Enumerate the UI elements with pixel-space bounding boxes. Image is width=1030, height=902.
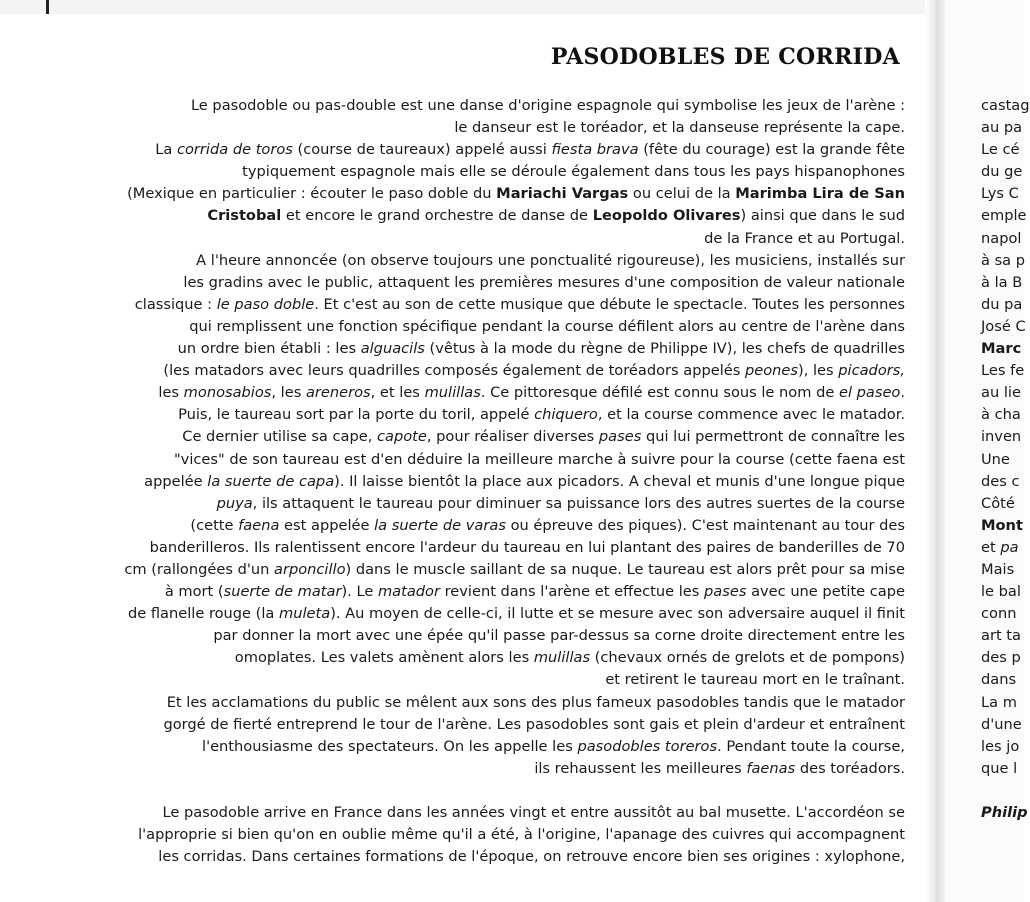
text-run: (fête du courage) est la grande fête [638,141,905,159]
text-line [60,426,905,448]
text-line [60,139,905,161]
text-line [60,404,905,426]
text-run: à sa p [981,251,1026,269]
text-run: typiquement espagnole mais elle se déroule également dans tous les pays hispanophones [242,163,905,181]
text-run: , ils attaquent le taureau pour diminuer sa puissance lors des autres suertes de la course [252,494,905,512]
text-run: d'une [981,715,1022,733]
text-run: ils rehaussent les meilleures [534,759,747,777]
facing-text-line [981,559,1024,581]
text-line [60,316,905,338]
facing-text-line [981,382,1024,404]
facing-page-signature: Philip [981,803,1028,821]
facing-text-line [981,493,1024,515]
text-line [60,669,905,691]
text-run: avec une petite cape [746,583,905,601]
text-run: dans [981,671,1017,689]
text-run: . Ce pittoresque défilé est connu sous le nom de [480,384,839,402]
text-run: et retirent le taureau mort en le traînant. [605,671,905,689]
text-run: les [158,384,184,402]
text-run: , et les [370,384,425,402]
text-run: , pour réaliser diverses [426,428,599,446]
paragraph-ceremony [60,250,905,692]
text-run: le bal [981,583,1021,601]
bold-name: Marc [981,340,1022,358]
italic-term: la suerte de capa [207,472,335,490]
bold-name: Mont [981,516,1023,534]
text-run: ou épreuve des piques). C'est maintenant au tour des [505,516,905,534]
text-run: des p [981,649,1021,667]
text-line [60,382,905,404]
text-run: du ge [981,163,1023,181]
text-run: de flanelle rouge (la [127,605,280,623]
text-run: est appelée [279,516,375,534]
text-line [60,228,905,250]
text-run: Lys C [981,185,1019,203]
text-line [60,493,905,515]
italic-term: pa [1000,538,1019,556]
text-run: à la B [981,273,1023,291]
text-line [60,449,905,471]
text-run: Mais [981,560,1015,578]
text-run: Le pasodoble arrive en France dans les années vingt et entre aussitôt au bal musette. L'accordéon se [162,803,905,821]
text-run: , les [271,384,306,402]
bold-name: Marimba Lira de San [735,185,905,203]
text-run: emple [981,207,1027,225]
facing-text-line [981,360,1024,382]
text-run: cm (rallongées d'un [124,560,274,578]
facing-text-line [981,669,1024,691]
text-line [60,824,905,846]
text-run: ) dans le muscle saillant de sa nuque. Le taureau est alors prêt pour sa mise [345,560,905,578]
text-run: Les fe [981,362,1025,380]
text-line [60,471,905,493]
facing-text-line [981,625,1024,647]
text-run: (vêtus à la mode du règne de Philippe IV), les chefs de quadrilles [424,340,905,358]
bold-name: Mariachi Vargas [496,185,629,203]
italic-term: monosabios [183,384,272,402]
text-run: omoplates. Les valets amènent alors les [234,649,534,667]
text-line [60,647,905,669]
italic-term: la suerte de varas [374,516,506,534]
italic-term: alguacils [360,340,425,358]
text-run: l'approprie si bien qu'on en oublie même qu'il a été, à l'origine, l'apanage des cuivres qui accompagnent [138,826,905,843]
italic-term: chiquero [534,406,598,424]
text-run: (les matadors avec leurs quadrilles composés également de toréadors appelés [163,362,745,380]
paragraph-acclamations [60,692,905,780]
text-line [60,272,905,294]
text-run: les gradins avec le public, attaquent les premières mesures d'une composition de valeur nationale [183,273,905,291]
text-run: que l [981,759,1018,777]
text-run: revient dans l'arène et effectue les [439,583,705,601]
text-line [60,625,905,647]
text-line [60,515,905,537]
text-run: classique : [134,295,217,313]
text-run: le danseur est le toréador, et la danseuse représente la cape. [454,119,905,137]
facing-text-line [981,117,1024,139]
text-run: (course de taureaux) appelé aussi [292,141,552,159]
facing-text-line [981,294,1024,316]
facing-text-line [981,426,1024,448]
text-run: les jo [981,737,1020,755]
paragraph-france [60,802,905,868]
text-run: des toréadors. [795,759,905,777]
text-run: Le pasodoble ou pas-double est une danse d'origine espagnole qui symbolise les jeux de l'arène : [190,97,905,114]
text-run: napol [981,229,1022,247]
facing-text-line [981,338,1024,360]
text-run: qui lui permettront de connaître les [641,428,905,446]
text-run: Ce dernier utilise sa cape, [182,428,377,446]
bold-name: Cristobal [207,207,282,225]
text-line [60,736,905,758]
text-run: A l'heure annoncée (on observe toujours une ponctualité rigoureuse), les musiciens, installés sur [196,251,905,269]
italic-term: puya [216,494,253,512]
text-run: La m [981,693,1017,711]
text-line [60,360,905,382]
facing-text-line [981,404,1024,426]
italic-term: mulillas [533,649,591,667]
facing-text-line [981,316,1024,338]
facing-text-line [981,228,1024,250]
text-run: de la France et au Portugal. [704,229,905,247]
italic-term: peones [745,362,799,380]
facing-text-line [981,95,1030,117]
facing-text-line [981,537,1024,559]
text-line [60,559,905,581]
facing-text-line [981,758,1024,780]
text-run: inven [981,428,1022,446]
text-run: gorgé de fierté entreprend le tour de l'arène. Les pasodobles sont gais et plein d'ardeur et entraînent [163,715,905,733]
text-run: au lie [981,384,1021,402]
text-line [60,95,905,117]
text-run: La [155,141,177,159]
text-run: "vices" de son taureau est d'en déduire la meilleure marche à suivre pour la course (cette faena est [173,450,905,468]
text-run: qui remplissent une fonction spécifique pendant la course défilent alors au centre de l'arène dans [189,317,905,335]
text-run: . Pendant toute la course, [717,737,905,755]
facing-page-column [981,95,1030,824]
text-run: Le cé [981,141,1020,159]
italic-term: fiesta brava [551,141,639,159]
italic-term: le paso doble [216,295,315,313]
facing-text-line [981,161,1024,183]
text-line [60,692,905,714]
text-run: ou celui de la [628,185,736,203]
text-run: à cha [981,406,1021,424]
facing-text-line [981,272,1024,294]
page-title: PASODOBLES DE CORRIDA [550,44,900,70]
text-line [60,603,905,625]
main-text-column [60,95,905,868]
italic-term: suerte de matar [223,583,342,601]
text-run: par donner la mort avec une épée qu'il passe par-dessus sa corne droite directement entre les [213,627,905,645]
text-line [60,714,905,736]
text-run: (chevaux ornés de grelots et de pompons) [590,649,905,667]
italic-term: corrida de toros [176,141,293,159]
text-run: ). Au moyen de celle-ci, il lutte et se mesure avec son adversaire auquel il finit [330,605,905,623]
text-line [60,338,905,360]
italic-term: mulillas [424,384,481,402]
italic-term: faena [238,516,280,534]
text-run: ). Le [341,583,378,601]
text-run: les corridas. Dans certaines formations de l'époque, on retrouve encore bien ses origines : xylophone, [158,848,905,866]
text-run: ). Il laisse bientôt la place aux picadors. A cheval et munis d'une longue pique [334,472,905,490]
paragraph-gap [60,780,905,802]
text-run: ), les [798,362,839,380]
text-run: un ordre bien établi : les [177,340,361,358]
paragraph-intro [60,95,905,250]
italic-term: pases [598,428,642,446]
text-run: Et les acclamations du public se mêlent aux sons des plus fameux pasodobles tandis que le matador [166,693,905,711]
book-gutter-shadow [925,0,945,902]
text-run: conn [981,605,1017,623]
text-run: du pa [981,295,1023,313]
text-run: appelée [144,472,208,490]
text-run: . Et c'est au son de cette musique que débute le spectacle. Toutes les personnes [314,295,905,313]
text-run: castag [981,97,1030,114]
bold-name: Leopoldo Olivares [592,207,741,225]
facing-text-line [981,250,1024,272]
text-run: Puis, le taureau sort par la porte du toril, appelé [178,406,535,424]
facing-text-line [981,692,1024,714]
facing-text-line [981,471,1024,493]
text-line [60,846,905,868]
italic-term: faenas [746,759,796,777]
italic-term: muleta [279,605,331,623]
facing-text-line [981,581,1024,603]
facing-text-line [981,515,1024,537]
italic-term: picadors, [838,362,905,380]
text-run: banderilleros. Ils ralentissent encore l'ardeur du taureau en lui plantant des paires de banderilles de 70 [149,538,905,556]
text-line [60,183,905,205]
text-line [60,537,905,559]
text-run: ) ainsi que dans le sud [740,207,905,225]
text-run: des c [981,472,1020,490]
text-run: art ta [981,627,1021,645]
italic-term: el paseo [838,384,901,402]
text-run: et encore le grand orchestre de danse de [281,207,593,225]
facing-page-gap [981,780,1024,802]
text-run: . [900,384,905,402]
facing-text-line [981,139,1024,161]
text-line [60,758,905,780]
text-run: (Mexique en particulier : écouter le paso doble du [127,185,497,203]
text-line [60,581,905,603]
facing-text-line [981,714,1024,736]
italic-term: arponcillo [274,560,346,578]
text-run: (cette [190,516,239,534]
italic-term: matador [377,583,440,601]
text-run: Côté [981,494,1015,512]
facing-text-line [981,183,1024,205]
top-strip [0,0,1024,14]
text-line [60,161,905,183]
facing-text-line [981,205,1027,227]
text-run: Une [981,450,1010,468]
italic-term: capote [377,428,427,446]
facing-text-line [981,603,1024,625]
top-margin-mark [46,0,49,14]
text-line [60,250,905,272]
facing-text-line [981,736,1024,758]
text-line [60,802,905,824]
text-run: l'enthousiasme des spectateurs. On les appelle les [202,737,578,755]
facing-text-line [981,449,1024,471]
text-line [60,205,905,227]
text-line [60,294,905,316]
facing-text-line [981,647,1024,669]
italic-term: pasodobles toreros [577,737,718,755]
text-run: José C [981,317,1026,335]
text-run: à mort ( [164,583,224,601]
italic-term: areneros [305,384,371,402]
text-run: , et la course commence avec le matador. [597,406,905,424]
text-line [60,117,905,139]
text-run: et [981,538,1001,556]
italic-term: pases [704,583,747,601]
text-run: au pa [981,119,1023,137]
facing-page-lines [981,95,1030,780]
